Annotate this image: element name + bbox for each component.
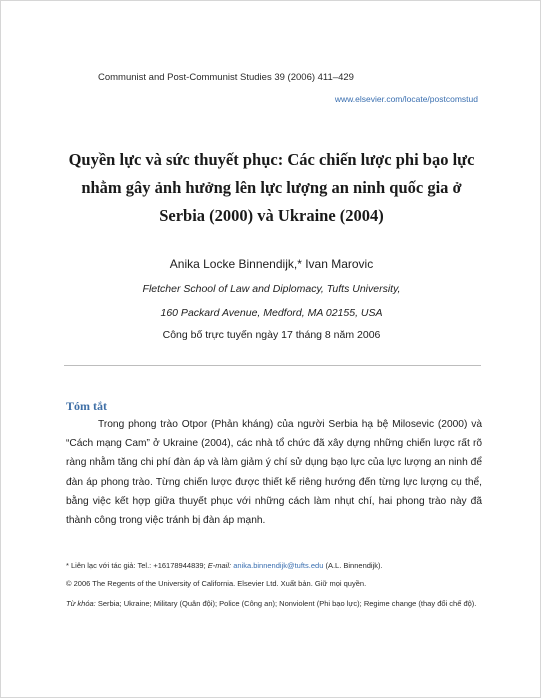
keywords [66, 598, 486, 609]
section-divider [64, 365, 481, 366]
affiliation-line: Fletcher School of Law and Diplomacy, Tufts University, [142, 283, 401, 295]
abstract-heading: Tóm tắt [66, 399, 107, 413]
publication-date: Công bố trực tuyến ngày 17 tháng 8 năm 2006 [162, 329, 381, 341]
author-email-link[interactable]: anika.binnendijk@tufts.edu [233, 561, 324, 570]
address-line: 160 Packard Avenue, Medford, MA 02155, USA [160, 307, 383, 319]
author-list: Anika Locke Binnendijk,* Ivan Marovic [169, 257, 374, 271]
email-label: E-mail: [207, 561, 234, 570]
journal-citation: Communist and Post-Communist Studies 39 (2006) 411–429 [98, 72, 354, 83]
contact-footnote [66, 560, 486, 571]
contact-prefix: * Liên lạc với tác giả: Tel.: +16178944839; [66, 561, 208, 570]
title-line: Quyền lực và sức thuyết phục: Các chiến lược phi bạo lực [68, 150, 475, 169]
contact-suffix: (A.L. Binnendijk). [323, 561, 383, 570]
title-line: nhằm gây ảnh hưởng lên lực lượng an ninh quốc gia ở [81, 178, 462, 197]
keywords-list: Serbia; Ukraine; Military (Quân đội); Police (Công an); Nonviolent (Phi bạo lực); Regime change (thay đổi chế độ). [95, 599, 477, 608]
title-line: Serbia (2000) và Ukraine (2004) [159, 206, 384, 225]
abstract-body: Trong phong trào Otpor (Phản kháng) của người Serbia hạ bệ Milosevic (2000) và “Cách mạng Cam” ở Ukraine (2004), các nhà tổ chức đã xây dựng những chiến lược rất rõ ràng nhằm tăng chi phí đàn áp và làm giảm ý chí sử dụng bạo lực của lực lượng an ninh để đàn áp phong trào. Từng chiến lược được thiết kế riêng hướng đến từng lực lượng cụ thể, bằng việc kết hợp giữa thuyết phục với những cách làm nhụt chí, hai phong trào này đã thành công trong việc tránh bị đàn áp mạnh. [66, 419, 482, 527]
copyright-notice: © 2006 The Regents of the University of California. Elsevier Ltd. Xuất bản. Giữ mọi quyền. [66, 579, 367, 588]
journal-url-link[interactable]: www.elsevier.com/locate/postcomstud [334, 94, 478, 104]
article-title [61, 146, 482, 230]
keywords-label: Từ khóa: [66, 599, 96, 608]
